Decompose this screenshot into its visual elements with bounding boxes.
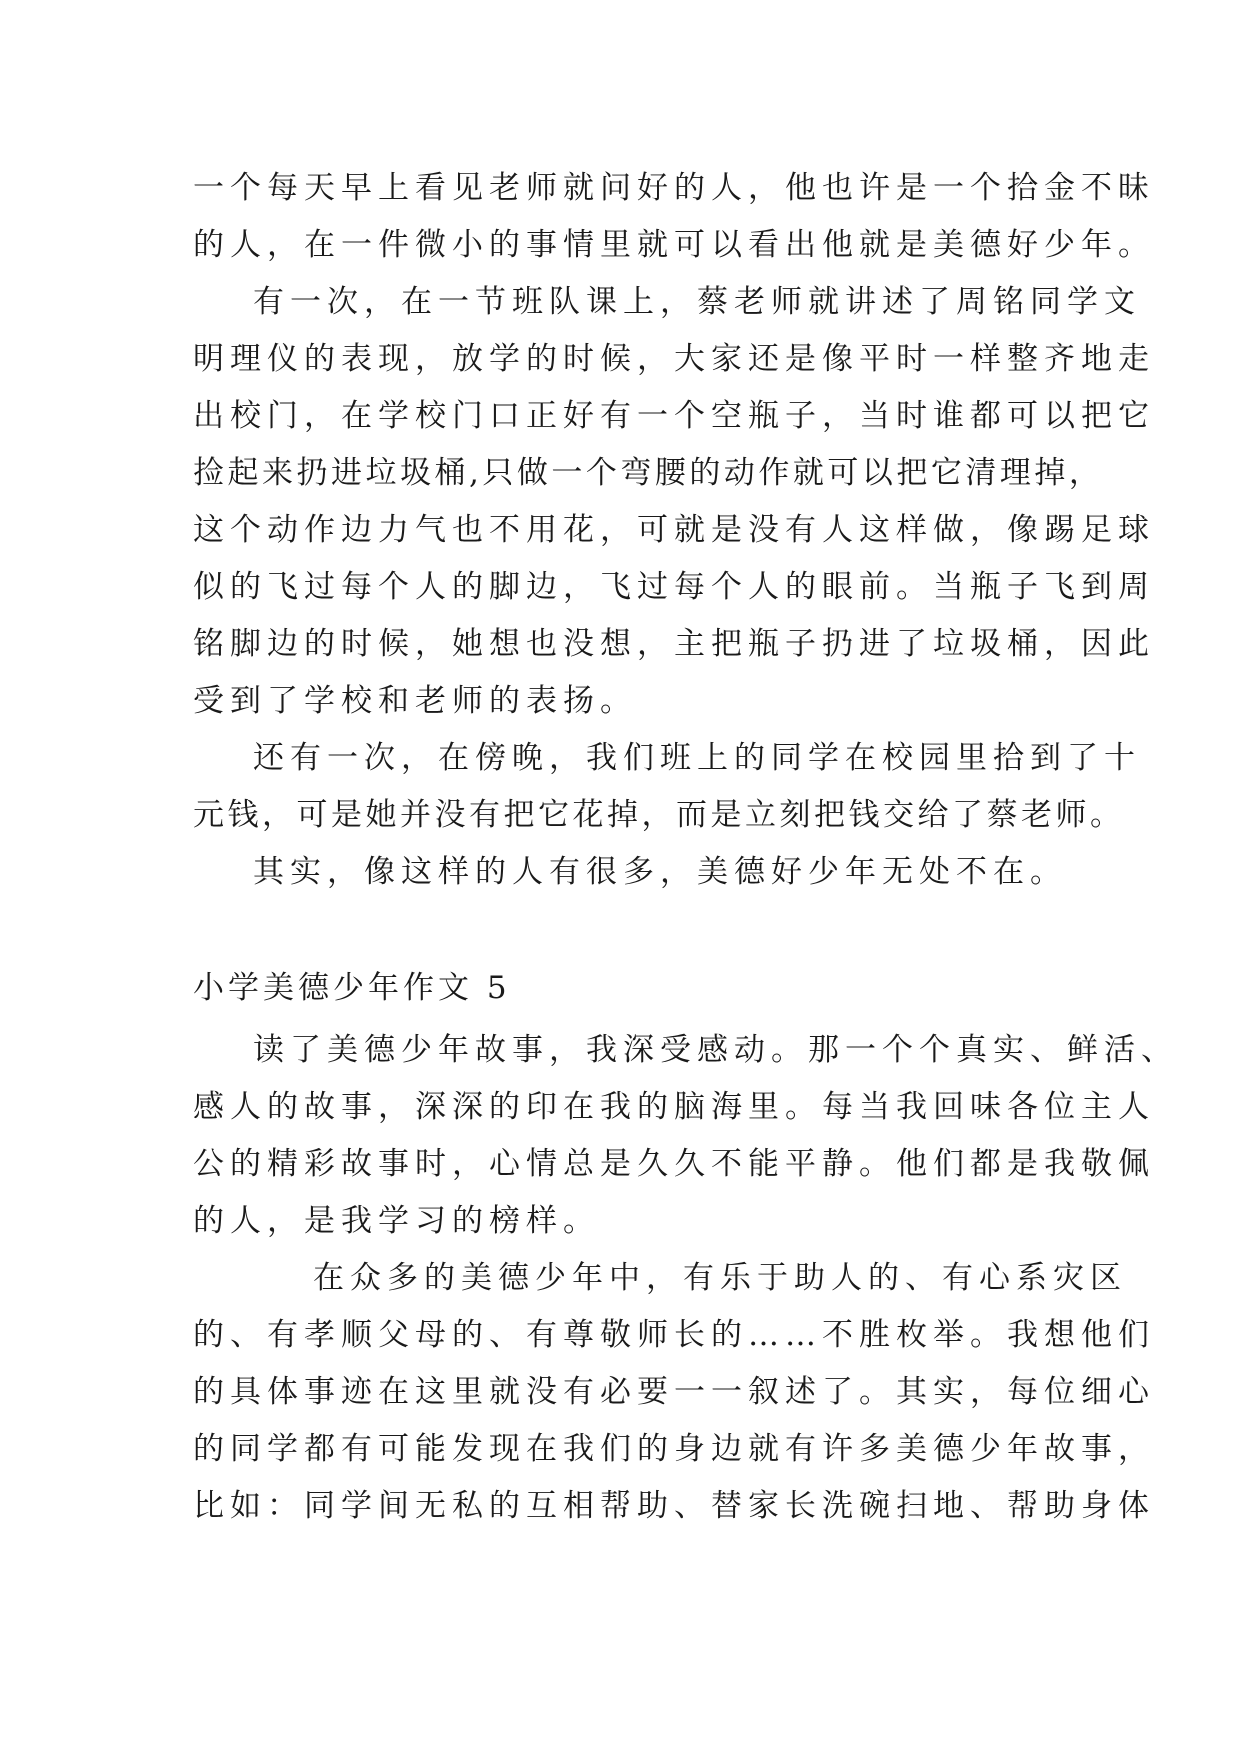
paragraph-line: 的同学都有可能发现在我们的身边就有许多美德少年故事， — [193, 1431, 1155, 1467]
paragraph-line: 还有一次，在傍晚，我们班上的同学在校园里拾到了十 — [253, 740, 1141, 776]
paragraph-line: 明理仪的表现，放学的时候，大家还是像平时一样整齐地走 — [193, 341, 1155, 377]
paragraph-line: 在众多的美德少年中，有乐于助人的、有心系灾区 — [313, 1260, 1127, 1296]
paragraph-line: 元钱，可是她并没有把它花掉，而是立刻把钱交给了蔡老师。 — [193, 797, 1125, 833]
paragraph-line: 的具体事迹在这里就没有必要一一叙述了。其实，每位细心 — [193, 1374, 1155, 1410]
paragraph-line: 出校门，在学校门口正好有一个空瓶子，当时谁都可以把它 — [193, 398, 1155, 434]
paragraph-line: 的、有孝顺父母的、有尊敬师长的……不胜枚举。我想他们 — [193, 1317, 1155, 1353]
paragraph-line: 这个动作边力气也不用花，可就是没有人这样做，像踢足球 — [193, 512, 1155, 548]
paragraph-line: 似的飞过每个人的脚边，飞过每个人的眼前。当瓶子飞到周 — [193, 569, 1155, 605]
paragraph-line: 比如：同学间无私的互相帮助、替家长洗碗扫地、帮助身体 — [193, 1488, 1155, 1524]
paragraph-line: 的人，在一件微小的事情里就可以看出他就是美德好少年。 — [193, 227, 1155, 263]
paragraph-line: 捡起来扔进垃圾桶,只做一个弯腰的动作就可以把它清理掉， — [193, 455, 1104, 491]
paragraph-line: 铭脚边的时候，她想也没想，主把瓶子扔进了垃圾桶，因此 — [193, 626, 1155, 662]
paragraph-line: 的人，是我学习的榜样。 — [193, 1203, 600, 1239]
section-heading: 小学美德少年作文 5 — [193, 970, 511, 1006]
paragraph-line: 读了美德少年故事，我深受感动。那一个个真实、鲜活、 — [253, 1032, 1178, 1068]
paragraph-line: 其实，像这样的人有很多，美德好少年无处不在。 — [253, 854, 1067, 890]
paragraph-line: 有一次，在一节班队课上，蔡老师就讲述了周铭同学文 — [253, 284, 1141, 320]
paragraph-line: 公的精彩故事时，心情总是久久不能平静。他们都是我敬佩 — [193, 1146, 1155, 1182]
paragraph-line: 受到了学校和老师的表扬。 — [193, 683, 637, 719]
paragraph-line: 一个每天早上看见老师就问好的人，他也许是一个拾金不昧 — [193, 170, 1155, 206]
paragraph-line: 感人的故事，深深的印在我的脑海里。每当我回味各位主人 — [193, 1089, 1155, 1125]
